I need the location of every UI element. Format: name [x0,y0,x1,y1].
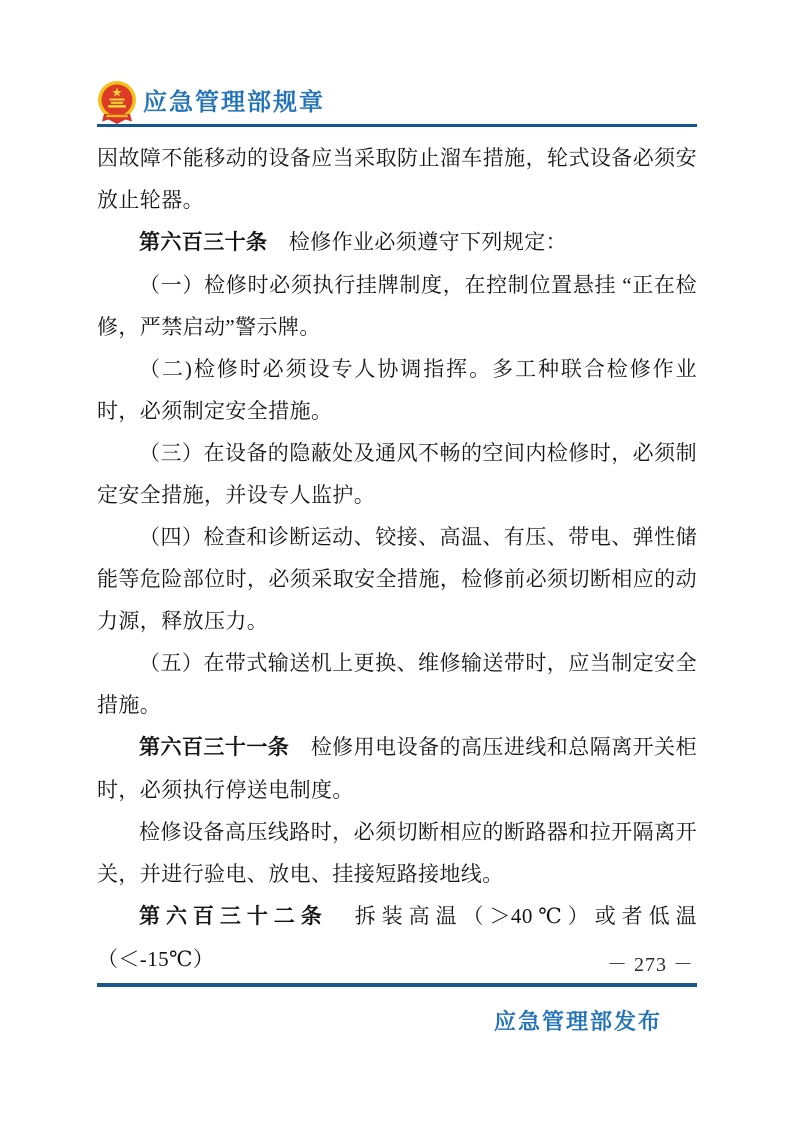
paragraph-text: （二)检修时必须设专人协调指挥。多工种联合检修作业时，必须制定安全措施。 [97,357,697,423]
paragraph [97,726,697,811]
page-number: － 273 － [607,954,694,976]
paragraph [97,264,697,348]
paragraph [97,811,697,895]
paragraph-text: 检修设备高压线路时，必须切断相应的断路器和拉开隔离开关，并进行验电、放电、挂接短路接地线。 [97,820,697,886]
paragraph-text: 拆装高温（＞40℃）或者低温（＜-15℃） [97,904,697,971]
national-emblem-icon [97,80,137,126]
paragraph-text: （四）检查和诊断运动、铰接、高温、有压、带电、弹性储能等危险部位时，必须采取安全措施，检修前必须切断相应的动力源，释放压力。 [97,525,697,633]
header-agency-label: 应急管理部规章 [143,89,325,116]
paragraph-text: （一）检修时必须执行挂牌制度，在控制位置悬挂 “正在检修，严禁启动”警示牌。 [97,273,697,339]
paragraph [97,348,697,432]
paragraph [97,221,697,264]
paragraph [97,137,697,221]
article-number: 第六百三十一条 [139,736,290,759]
paragraph-text: （三）在设备的隐蔽处及通风不畅的空间内检修时，必须制定安全措施，并设专人监护。 [97,441,697,507]
header-rule [97,124,697,127]
paragraph-text: 检修作业必须遵守下列规定： [267,230,568,254]
footer-rule [97,983,697,987]
paragraph [97,516,697,642]
paragraph-text: 因故障不能移动的设备应当采取防止溜车措施，轮式设备必须安放止轮器。 [97,146,697,212]
article-number: 第六百三十条 [139,231,268,254]
paragraph [97,432,697,516]
footer-publisher-label: 应急管理部发布 [493,1009,662,1034]
page-header [97,80,697,126]
document-body [97,137,697,980]
paragraph [97,642,697,726]
article-number: 第六百三十二条 [139,905,328,928]
paragraph-text: 检修用电设备的高压进线和总隔离开关柜时，必须执行停送电制度。 [97,735,697,802]
paragraph-text: （五）在带式输送机上更换、维修输送带时，应当制定安全措施。 [97,651,697,717]
